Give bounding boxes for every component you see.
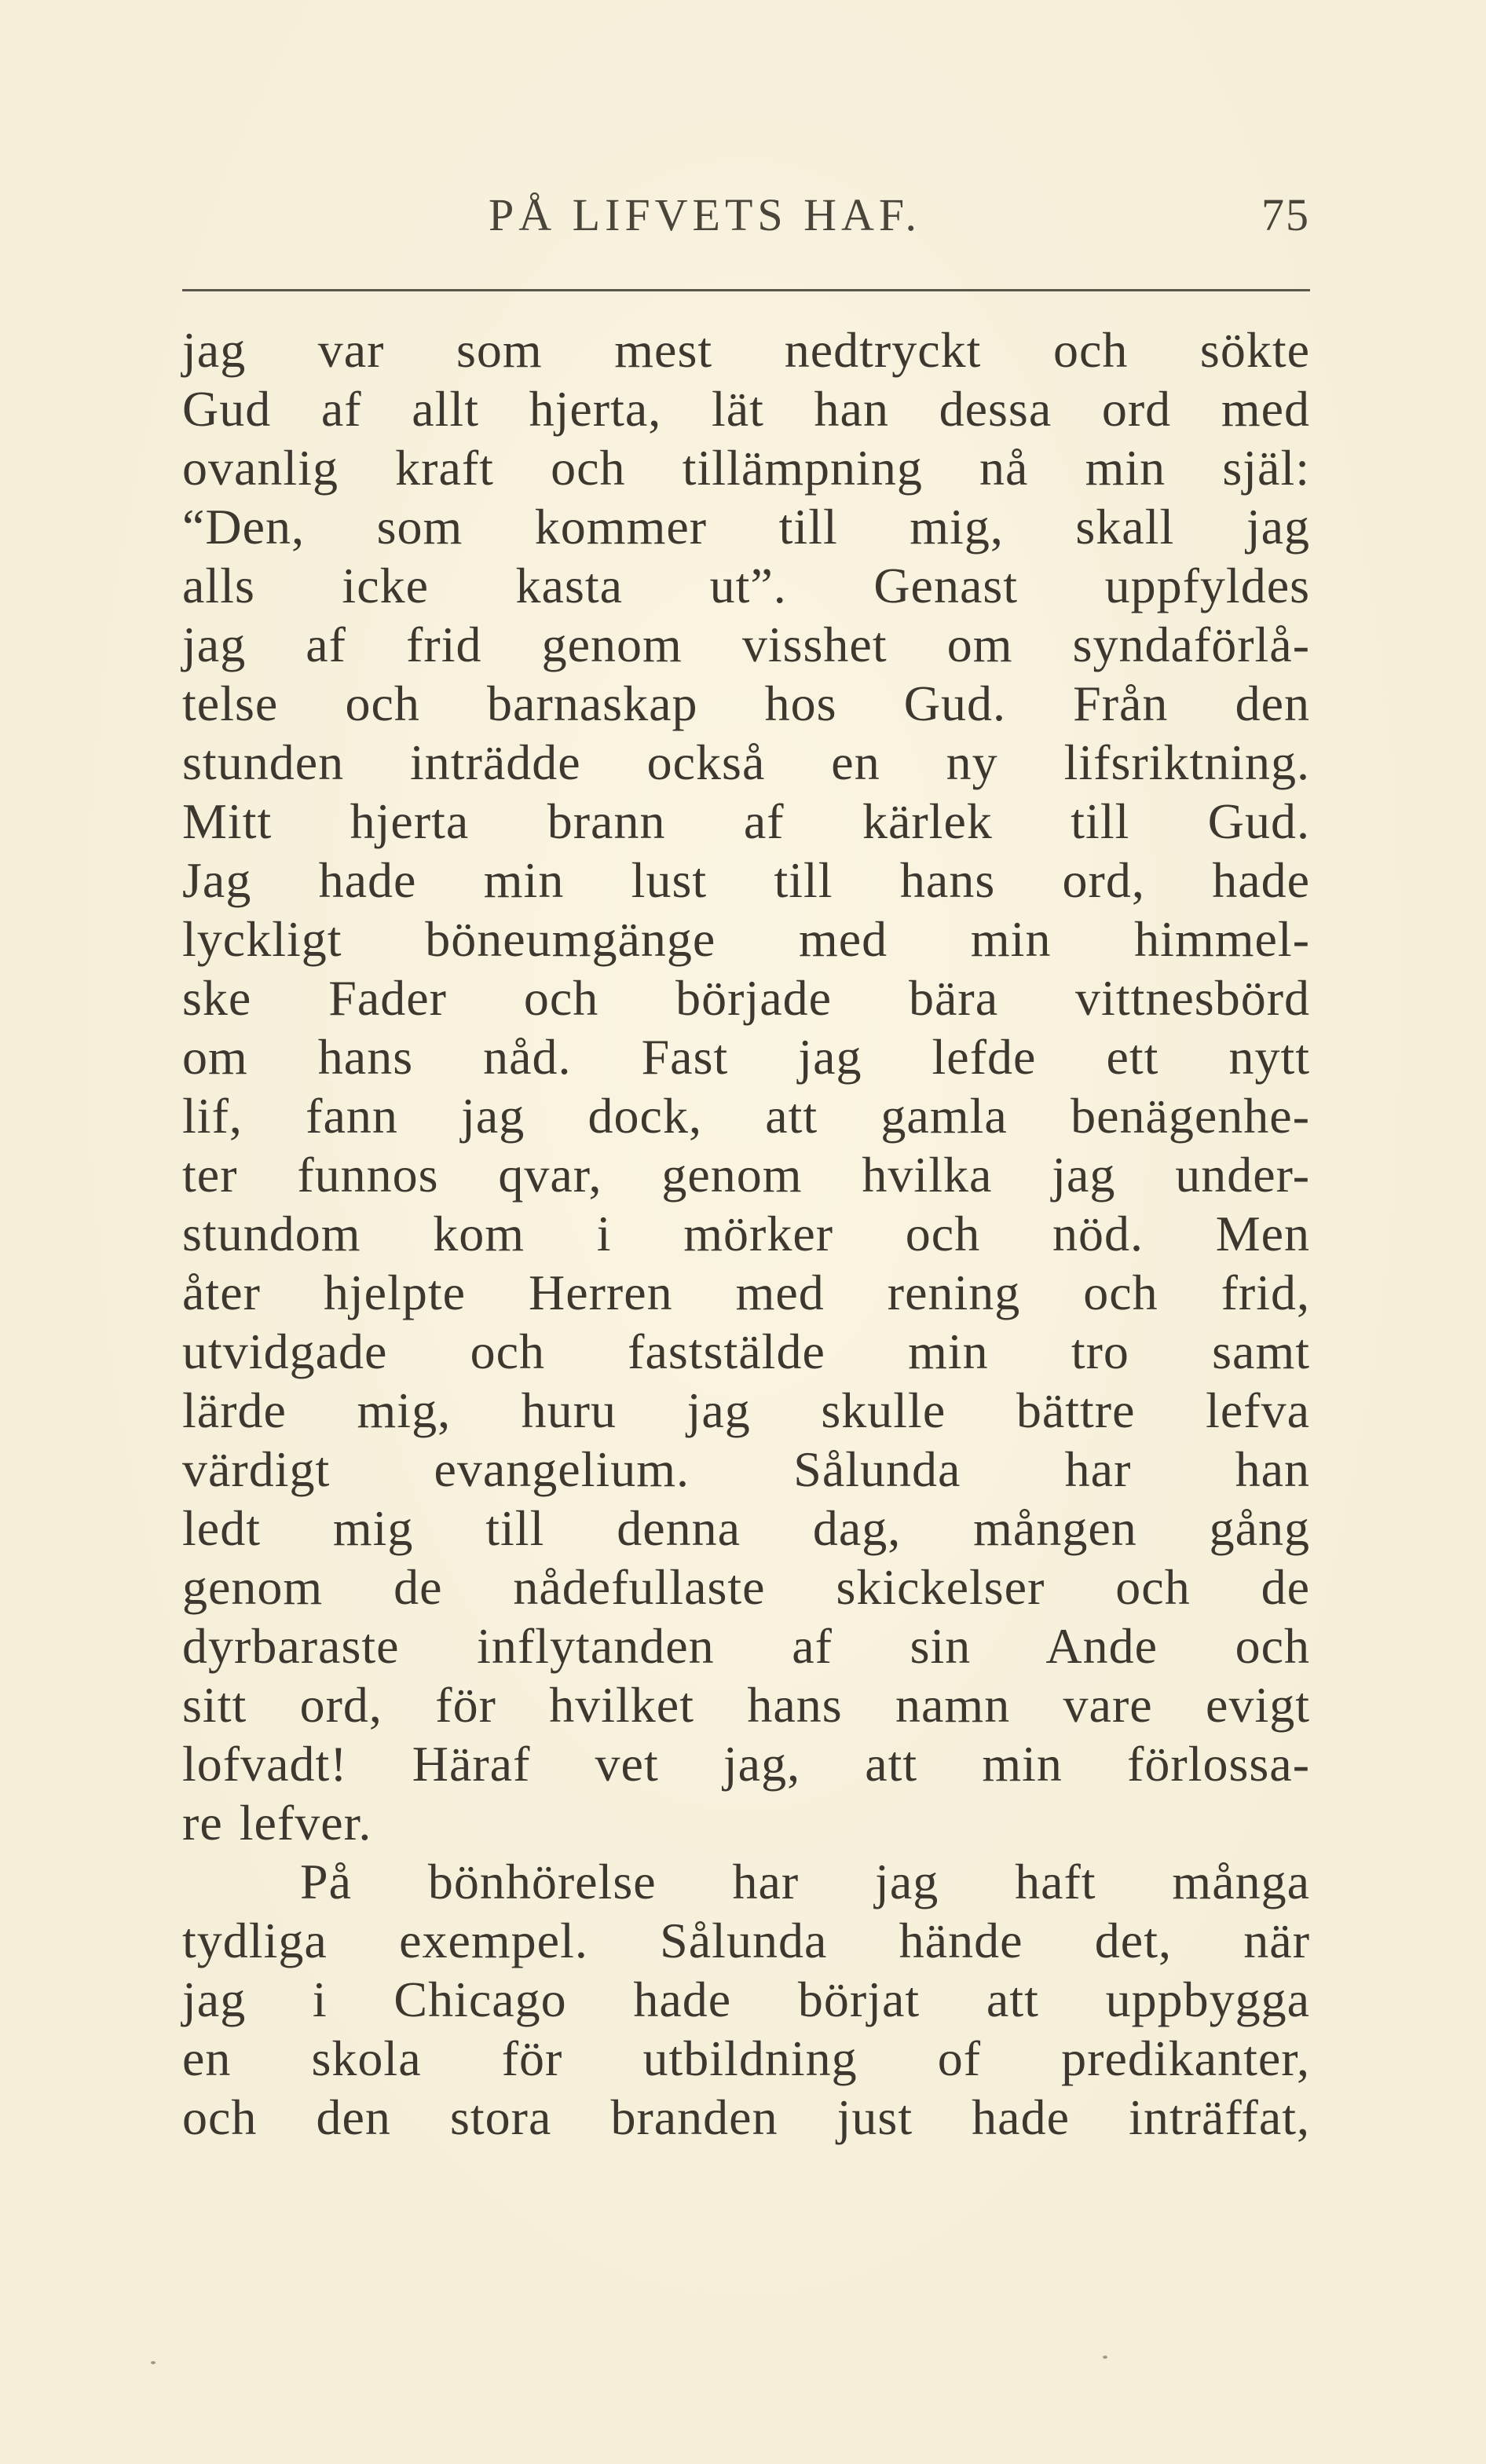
text-line: utvidgade och faststälde min tro samt: [182, 1324, 1310, 1379]
text-line: lärde mig, huru jag skulle bättre lefva: [182, 1382, 1310, 1438]
text-line: dyrbaraste inflytanden af sin Ande och: [182, 1618, 1310, 1674]
text-line: “Den, som kommer till mig, skall jag: [182, 499, 1310, 555]
text-line: Gud af allt hjerta, lät han dessa ord med: [182, 381, 1310, 437]
text-line: alls icke kasta ut”. Genast uppfyldes: [182, 558, 1310, 613]
text-line: ovanlig kraft och tillämpning nå min själ:: [182, 440, 1310, 496]
text-line: om hans nåd. Fast jag lefde ett nytt: [182, 1029, 1310, 1085]
text-line: stundom kom i mörker och nöd. Men: [182, 1206, 1310, 1261]
text-line: Mitt hjerta brann af kärlek till Gud.: [182, 793, 1310, 849]
running-title: PÅ LIFVETS HAF.: [489, 189, 922, 240]
text-line: en skola för utbildning of predikanter,: [182, 2030, 1310, 2086]
text-line: ske Fader och började bära vittnesbörd: [182, 970, 1310, 1026]
page-number: 75: [1261, 189, 1310, 240]
paragraph-1: [182, 320, 1310, 1852]
text-line: telse och barnaskap hos Gud. Från den: [182, 675, 1310, 731]
text-line: tydliga exempel. Sålunda hände det, när: [182, 1913, 1310, 1968]
text-line: ter funnos qvar, genom hvilka jag under-: [182, 1147, 1310, 1203]
text-line: Jag hade min lust till hans ord, hade: [182, 852, 1310, 908]
text-line: ledt mig till denna dag, mången gång: [182, 1500, 1310, 1556]
body-text: [182, 320, 1310, 2147]
text-line: åter hjelpte Herren med rening och frid,: [182, 1265, 1310, 1320]
text-line: jag af frid genom visshet om syndaförlå-: [182, 617, 1310, 672]
text-line: lofvadt! Häraf vet jag, att min förlossa-: [182, 1736, 1310, 1792]
text-line: lif, fann jag dock, att gamla benägenhe-: [182, 1088, 1310, 1144]
text-line: värdigt evangelium. Sålunda har han: [182, 1441, 1310, 1497]
text-line: och den stora branden just hade inträffat,: [182, 2089, 1310, 2145]
text-line: re lefver.: [182, 1795, 372, 1851]
running-head: [182, 189, 1310, 251]
text-line: sitt ord, för hvilket hans namn vare evigt: [182, 1677, 1310, 1733]
paragraph-2: [182, 1852, 1310, 2147]
paper-speck: [1103, 2356, 1107, 2359]
text-line: genom de nådefullaste skickelser och de: [182, 1559, 1310, 1615]
header-rule: [182, 289, 1310, 291]
text-line: jag i Chicago hade börjat att uppbygga: [182, 1972, 1310, 2027]
paper-speck: [151, 2361, 156, 2364]
text-line: lyckligt böneumgänge med min himmel-: [182, 911, 1310, 967]
text-line: jag var som mest nedtryckt och sökte: [182, 322, 1310, 378]
text-line: stunden inträdde också en ny lifsriktning.: [182, 734, 1310, 790]
text-line: På bönhörelse har jag haft många: [300, 1854, 1310, 1909]
